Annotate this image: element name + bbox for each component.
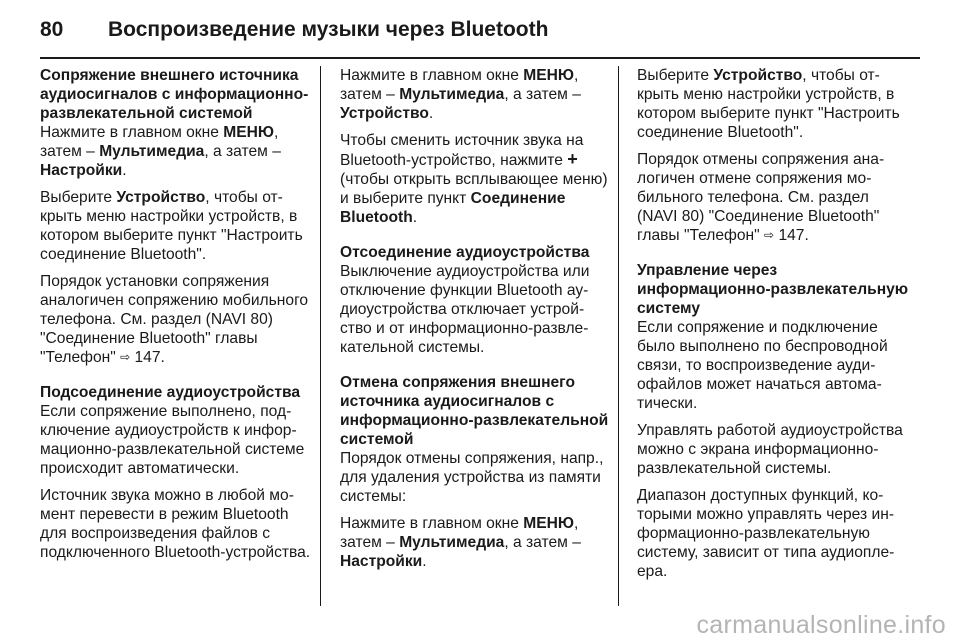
menu-term: Соединение Bluetooth — [340, 190, 566, 226]
column-2 — [340, 66, 610, 606]
text-run: , а затем – — [504, 86, 581, 103]
text-run: Порядок отмены сопряжения, напр., для удаления устройства из памяти системы: — [340, 450, 604, 505]
section-heading: Сопряжение внешнего источника аудиосигналов с информационно-развлекательной системой — [40, 67, 309, 122]
text-run: Управлять работой аудиоустройства можно с экрана информационно-развлекательной системы. — [637, 422, 903, 477]
text-run: Нажмите в главном окне — [340, 67, 524, 84]
paragraph — [40, 402, 315, 478]
text-run: (чтобы открыть всплывающее меню) и выберите пункт — [340, 171, 608, 207]
text-run: . — [428, 105, 434, 122]
page-reference-arrow-icon: ⇨ — [120, 350, 131, 364]
text-run: . — [122, 162, 127, 179]
menu-term: МЕНЮ — [223, 124, 274, 141]
column-1 — [40, 66, 315, 606]
column-3 — [637, 66, 912, 606]
paragraph — [340, 449, 610, 506]
menu-term: МЕНЮ — [523, 515, 574, 532]
text-run: Порядок отмены сопряжения аналогичен отмене сопряжения мобильного телефона. См. раздел (NAVI 80) "Соединение Bluetooth" главы "Телефон" — [637, 151, 885, 244]
paragraph — [40, 486, 315, 562]
text-run: Нажмите в главном окне — [40, 124, 224, 141]
text-run: , чтобы открыть меню настройки устройств, в котором выберите пункт "Настроить соединение Bluetooth". — [637, 67, 900, 141]
menu-term: Мультимедиа — [99, 143, 205, 160]
paragraph — [637, 486, 912, 581]
column-divider — [618, 66, 619, 606]
text-run: Выберите — [40, 189, 117, 206]
plus-icon: + — [567, 149, 578, 169]
menu-term: Настройки — [340, 553, 423, 570]
text-run: Источник звука можно в любой момент перевести в режим Bluetooth для воспроизведения файлов с подключенного Bluetooth-устройства. — [40, 487, 311, 561]
text-run: Диапазон доступных функций, которыми можно управлять через информационно-развлекательную систему, зависит от типа аудиоплеера. — [637, 487, 895, 580]
text-run: Если сопряжение и подключение было выполнено по беспроводной связи, то воспроизведение аудиофайлов может начаться автоматически. — [637, 319, 888, 412]
text-run: , затем – — [40, 124, 279, 160]
text-run: , чтобы открыть меню настройки устройств, в котором выберите пункт "Настроить соединение Bluetooth". — [40, 189, 303, 263]
section-heading: Отмена сопряжения внешнего источника аудиосигналов с информационно-развлекательной системой — [340, 374, 609, 448]
text-run: , затем – — [340, 67, 579, 103]
page-title: Воспроизведение музыки через Bluetooth — [108, 18, 549, 41]
paragraph — [40, 188, 315, 264]
page-header — [40, 12, 920, 48]
menu-term: Устройство — [116, 189, 206, 206]
watermark: carmanualsonline.info — [696, 611, 946, 639]
section-heading: Управление через информационно-развлекательную систему — [637, 262, 909, 317]
header-rule — [40, 57, 920, 59]
paragraph — [637, 66, 912, 142]
paragraph — [637, 318, 912, 413]
paragraph — [340, 66, 610, 123]
paragraph — [340, 514, 610, 571]
text-run: . — [422, 553, 427, 570]
menu-term: Мультимедиа — [399, 86, 505, 103]
menu-term: Устройство — [713, 67, 803, 84]
text-run: Нажмите в главном окне — [340, 515, 524, 532]
section-heading: Подсоединение аудиоустройства — [40, 384, 301, 401]
paragraph — [340, 131, 610, 227]
text-run: 147. — [774, 227, 809, 244]
text-run: Выключение аудиоустройства или отключение функции Bluetooth аудиоустройства отключает устройство и от информационно-развлекательной системы. — [340, 263, 590, 356]
text-run: , а затем – — [504, 534, 581, 551]
text-run: Выберите — [637, 67, 714, 84]
page-reference-arrow-icon: ⇨ — [764, 228, 775, 242]
menu-term: МЕНЮ — [523, 67, 574, 84]
menu-term: Мультимедиа — [399, 534, 505, 551]
menu-term: Устройство — [340, 105, 429, 122]
paragraph — [340, 262, 610, 357]
paragraph — [40, 272, 315, 367]
paragraph — [40, 123, 315, 180]
text-run: Если сопряжение выполнено, подключение аудиоустройств к информационно-развлекательной системе происходит автоматически. — [40, 403, 305, 477]
text-run: Чтобы сменить источник звука на Bluetooth-устройство, нажмите — [340, 132, 584, 169]
text-run: 147. — [130, 349, 165, 366]
paragraph — [637, 421, 912, 478]
text-run: , затем – — [340, 515, 579, 551]
text-run: . — [412, 209, 418, 226]
text-run: , а затем – — [204, 143, 281, 160]
menu-term: Настройки — [40, 162, 123, 179]
text-run: Порядок установки сопряжения аналогичен сопряжению мобильного телефона. См. раздел (NAVI 80) "Соединение Bluetooth" главы "Телефон" — [40, 273, 309, 366]
section-heading: Отсоединение аудиоустройства — [340, 244, 590, 261]
page-number: 80 — [40, 18, 64, 41]
column-divider — [320, 66, 321, 606]
paragraph — [637, 150, 912, 245]
